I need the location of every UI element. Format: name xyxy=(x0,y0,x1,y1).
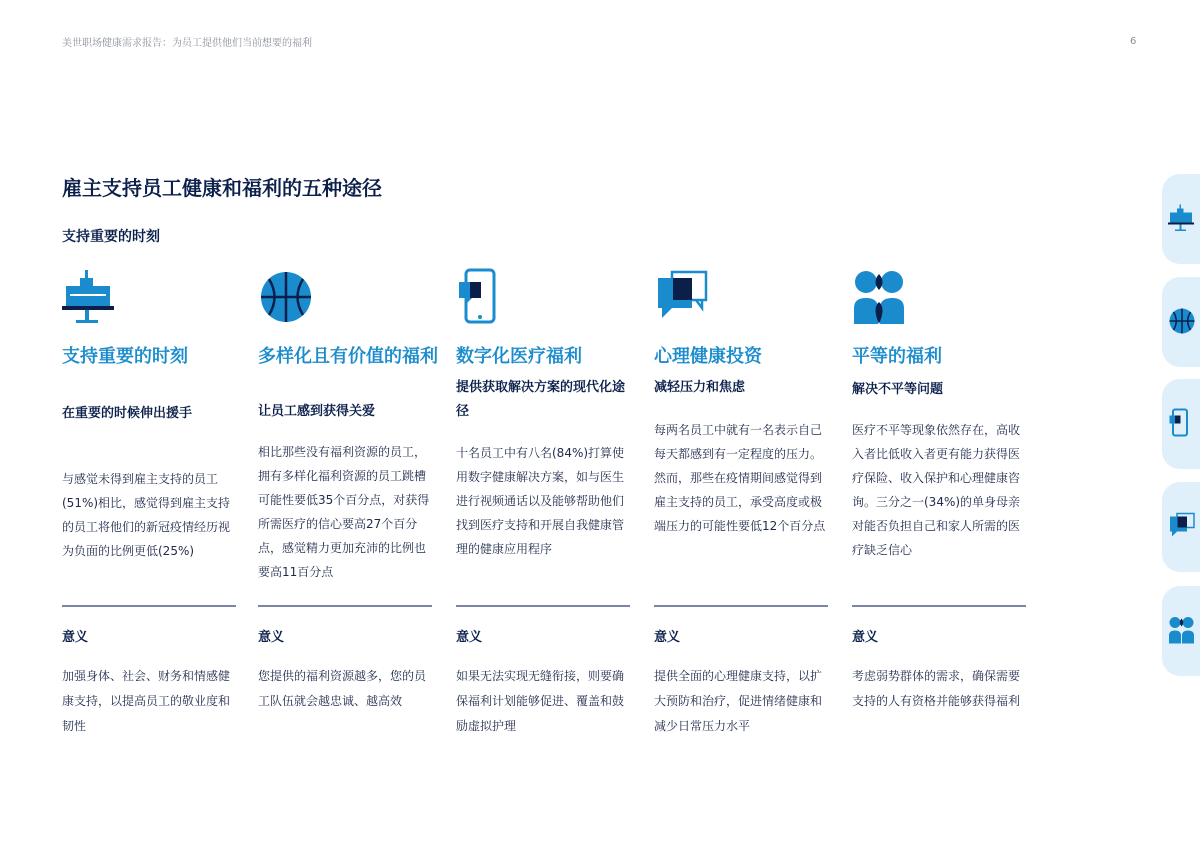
column-subtitle: 让员工感到获得关爱 xyxy=(258,404,376,419)
cake-icon xyxy=(62,268,238,326)
page-number: 6 xyxy=(1130,36,1137,47)
column-subtitle: 提供获取解决方案的现代化途径 xyxy=(456,380,626,419)
column-supporting-moments xyxy=(62,268,238,733)
basketball-icon xyxy=(1168,306,1198,336)
column-meaning: 您提供的福利资源越多，您的员工队伍就会越忠诚、越高效 xyxy=(258,669,427,708)
column-title: 心理健康投资 xyxy=(654,346,762,367)
meaning-label: 意义 xyxy=(62,630,89,645)
phone-chat-icon xyxy=(456,268,632,326)
column-title: 多样化且有价值的福利 xyxy=(258,346,438,367)
column-body: 与感觉未得到雇主支持的员工(51%)相比，感觉得到雇主支持的员工将他们的新冠疫情经历视为负面的比例更低(25%) xyxy=(62,472,231,558)
phone-chat-icon xyxy=(1168,408,1198,438)
divider xyxy=(654,605,828,607)
meaning-label: 意义 xyxy=(456,630,483,645)
column-body: 相比那些没有福利资源的员工，拥有多样化福利资源的员工跳槽可能性要低35个百分点，对获得所需医疗的信心要高27个百分点，感觉精力更加充沛的比例也要高11百分点 xyxy=(258,445,430,579)
meaning-label: 意义 xyxy=(258,630,285,645)
meaning-label: 意义 xyxy=(654,630,681,645)
divider xyxy=(258,605,432,607)
basketball-icon xyxy=(258,268,434,326)
column-meaning: 如果无法实现无缝衔接，则要确保福利计划能够促进、覆盖和鼓励虚拟护理 xyxy=(456,669,625,733)
side-tab-supporting-moments[interactable] xyxy=(1162,174,1200,264)
side-tab-digital-health[interactable] xyxy=(1162,379,1200,469)
column-body: 每两名员工中就有一名表示自己每天都感到有一定程度的压力。然而，那些在疫情期间感觉得到雇主支持的员工，承受高度或极端压力的可能性要低12个百分点 xyxy=(654,423,826,533)
divider xyxy=(852,605,1026,607)
column-title: 平等的福利 xyxy=(852,346,942,367)
meaning-label: 意义 xyxy=(852,630,879,645)
side-tab-equal-benefits[interactable] xyxy=(1162,586,1200,676)
column-title: 支持重要的时刻 xyxy=(62,346,188,367)
column-meaning: 考虑弱势群体的需求，确保需要支持的人有资格并能够获得福利 xyxy=(852,669,1021,708)
divider xyxy=(456,605,630,607)
people-icon xyxy=(852,268,1028,326)
column-subtitle: 减轻压力和焦虑 xyxy=(654,380,746,395)
column-mental-health xyxy=(654,268,830,733)
divider xyxy=(62,605,236,607)
column-subtitle: 在重要的时候伸出援手 xyxy=(62,406,193,421)
report-header-title: 美世职场健康需求报告：为员工提供他们当前想要的福利 xyxy=(62,38,312,49)
side-tab-mental-health[interactable] xyxy=(1162,482,1200,572)
column-subtitle: 解决不平等问题 xyxy=(852,382,944,397)
column-equal-benefits xyxy=(852,268,1028,708)
chat-bubbles-icon xyxy=(654,268,830,326)
cake-icon xyxy=(1168,203,1198,233)
people-icon xyxy=(1168,615,1198,645)
column-digital-health xyxy=(456,268,632,733)
section-subtitle: 支持重要的时刻 xyxy=(62,229,160,245)
column-body: 十名员工中有八名(84%)打算使用数字健康解决方案，如与医生进行视频通话以及能够帮助他们找到医疗支持和开展自我健康管理的健康应用程序 xyxy=(456,446,625,556)
page-title: 雇主支持员工健康和福利的五种途径 xyxy=(62,176,382,200)
column-meaning: 提供全面的心理健康支持，以扩大预防和治疗，促进情绪健康和减少日常压力水平 xyxy=(654,669,823,733)
column-body: 医疗不平等现象依然存在，高收入者比低收入者更有能力获得医疗保险、收入保护和心理健康咨询。三分之一(34%)的单身母亲对能否负担自己和家人所需的医疗缺乏信心 xyxy=(852,423,1021,557)
side-tab-diverse-benefits[interactable] xyxy=(1162,277,1200,367)
column-diverse-benefits xyxy=(258,268,438,708)
column-meaning: 加强身体、社会、财务和情感健康支持，以提高员工的敬业度和韧性 xyxy=(62,669,231,733)
chat-bubbles-icon xyxy=(1168,511,1198,541)
column-title: 数字化医疗福利 xyxy=(456,346,582,367)
